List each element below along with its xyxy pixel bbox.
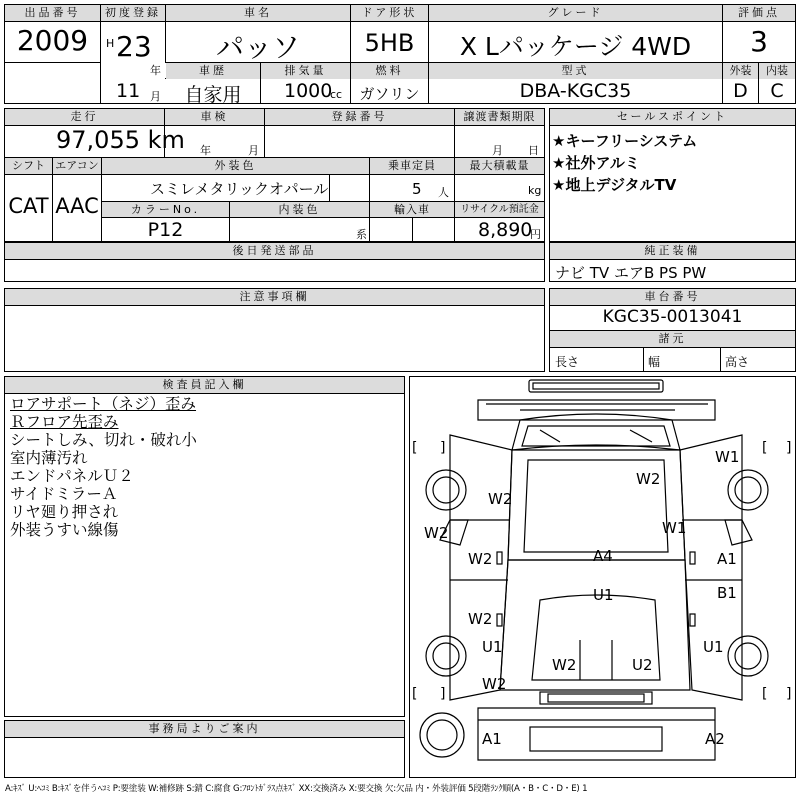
inspector-line: サイドミラーＡ	[10, 485, 118, 503]
dim-width-label: 幅	[648, 355, 661, 369]
damage-mark: U1	[703, 638, 724, 656]
color-no-header: カラーNo.	[102, 202, 229, 218]
damage-mark: W2	[488, 490, 513, 508]
office-notice-header: 事務局よりご案内	[5, 721, 404, 737]
damage-mark: W2	[424, 524, 449, 542]
damage-mark: U2	[632, 656, 653, 674]
interior-grade-header: 内装	[759, 63, 795, 79]
fuel-header: 燃料	[351, 63, 428, 79]
mileage-value: 97,055 km	[56, 126, 185, 154]
sales-point: ★社外アルミ	[552, 154, 640, 172]
damage-mark: W1	[715, 448, 740, 466]
inspector-line: Ｒフロア先歪み	[10, 413, 119, 431]
inspector-line: シートしみ、切れ・破れ小	[10, 431, 197, 449]
lot-number-value: 2009	[16, 24, 89, 57]
color-no-value: P12	[147, 219, 184, 241]
bracket-marker: ]	[440, 686, 446, 702]
bracket-marker: [	[412, 440, 418, 456]
equipment-value: ナビ TV エアB PS PW	[555, 264, 707, 282]
recycle-fee-value: 8,890	[478, 219, 533, 241]
inspector-line: リヤ廻り押され	[10, 503, 119, 521]
model-code-header: 型式	[429, 63, 722, 79]
displacement-value: 1000	[284, 80, 333, 102]
recycle-fee-unit: 円	[530, 228, 541, 241]
inspector-line: 外装うすい線傷	[10, 521, 119, 539]
capacity-value: 5	[412, 180, 422, 198]
capacity-header: 乗車定員	[370, 158, 454, 174]
inspection-year-unit: 年	[200, 144, 211, 157]
inspection-month-unit: 月	[248, 144, 259, 157]
first-registration-header: 初度登録	[101, 5, 165, 21]
damage-mark: A1	[717, 550, 737, 568]
damage-mark: W1	[662, 519, 687, 537]
damage-mark: W2	[468, 610, 493, 628]
interior-color-unit: 系	[356, 228, 367, 241]
equipment-header: 純正装備	[550, 243, 795, 259]
grade-header: グレード	[429, 5, 722, 21]
bracket-marker: ]	[440, 440, 446, 456]
bracket-marker: [	[762, 440, 768, 456]
chassis-number-value: KGC35-0013041	[602, 307, 743, 327]
vehicle-history-header: 車歴	[166, 63, 260, 79]
dim-height-label: 高さ	[725, 355, 750, 369]
inspector-line: ロアサポート（ネジ）歪み	[10, 395, 197, 413]
month-value: 11	[116, 80, 141, 102]
dimensions-header: 諸元	[550, 331, 795, 347]
later-parts-header: 後日発送部品	[5, 243, 544, 259]
inspector-notes-header: 検査員記入欄	[5, 377, 404, 393]
import-header: 輸入車	[370, 202, 454, 218]
score-header: 評価点	[723, 5, 795, 21]
chassis-number-header: 車台番号	[550, 289, 795, 305]
damage-mark: U1	[593, 586, 614, 604]
year-unit: 年	[150, 64, 161, 77]
legend-text: A:ｷｽﾞ U:ﾍｺﾐ B:ｷｽﾞを伴うﾍｺﾐ P:要塗装 W:補修跡 S:錆 C:腐食 G:ﾌﾛﾝﾄｶﾞﾗｽ点ｷｽﾞ XX:交換済み X:要交換 欠:欠品 内・外装評価 5段階ﾗﾝｸ順(A・B・C・D・E) 1	[5, 784, 588, 794]
max-load-header: 最大積載量	[455, 158, 544, 174]
capacity-unit: 人	[438, 186, 449, 199]
damage-mark: W2	[468, 550, 493, 568]
inspector-line: 室内薄汚れ	[10, 449, 88, 467]
damage-mark: W2	[552, 656, 577, 674]
displacement-unit: cc	[330, 88, 343, 101]
interior-color-header: 内装色	[230, 202, 369, 218]
dim-length-label: 長さ	[555, 355, 580, 369]
month-unit: 月	[150, 90, 161, 103]
vehicle-history-value: 自家用	[184, 84, 242, 106]
damage-mark: A1	[482, 730, 502, 748]
damage-mark: A4	[593, 547, 613, 565]
sales-point: ★地上デジタルTV	[552, 176, 677, 194]
mileage-header: 走行	[5, 109, 164, 125]
damage-mark: W2	[482, 675, 507, 693]
car-name-value: パッソ	[215, 31, 300, 64]
fuel-value: ガソリン	[359, 85, 420, 103]
lot-number-header: 出品番号	[5, 5, 100, 21]
aircon-value: AAC	[55, 194, 99, 218]
car-name-header: 車名	[166, 5, 350, 21]
exterior-grade-header: 外装	[723, 63, 758, 79]
transfer-day-unit: 日	[528, 144, 539, 157]
interior-grade-value: C	[770, 80, 784, 102]
inspector-line: エンドパネルＵ２	[10, 467, 134, 485]
damage-mark: W2	[636, 470, 661, 488]
transfer-month-unit: 月	[492, 144, 503, 157]
notes-header: 注意事項欄	[5, 289, 544, 305]
model-code-value: DBA-KGC35	[519, 80, 632, 102]
aircon-header: エアコン	[53, 158, 101, 174]
door-type-header: ドア形状	[351, 5, 428, 21]
recycle-fee-header: リサイクル預託金	[455, 202, 544, 218]
grade-value: X Lパッケージ 4WD	[459, 32, 692, 61]
displacement-header: 排気量	[261, 63, 350, 79]
era-value: H	[106, 37, 115, 50]
exterior-color-value: スミレメタリックオパール	[150, 180, 329, 198]
damage-mark: U1	[482, 638, 503, 656]
bracket-marker: ]	[786, 686, 792, 702]
max-load-unit: kg	[528, 184, 542, 197]
door-type-value: 5HB	[364, 29, 415, 57]
shift-value: CAT	[8, 194, 49, 218]
sales-point: ★キーフリーシステム	[552, 132, 698, 150]
damage-mark: A2	[705, 730, 725, 748]
bracket-marker: ]	[786, 440, 792, 456]
exterior-grade-value: D	[733, 80, 748, 102]
exterior-color-header: 外装色	[102, 158, 369, 174]
score-value: 3	[750, 25, 768, 58]
bracket-marker: [	[412, 686, 418, 702]
damage-mark: B1	[717, 584, 737, 602]
sales-points-header: セールスポイント	[550, 109, 795, 125]
registration-number-header: 登録番号	[265, 109, 454, 125]
inspection-header: 車検	[165, 109, 264, 125]
year-value: 23	[116, 30, 152, 63]
transfer-deadline-header: 譲渡書類期限	[455, 109, 544, 125]
shift-header: シフト	[5, 158, 52, 174]
bracket-marker: [	[762, 686, 768, 702]
